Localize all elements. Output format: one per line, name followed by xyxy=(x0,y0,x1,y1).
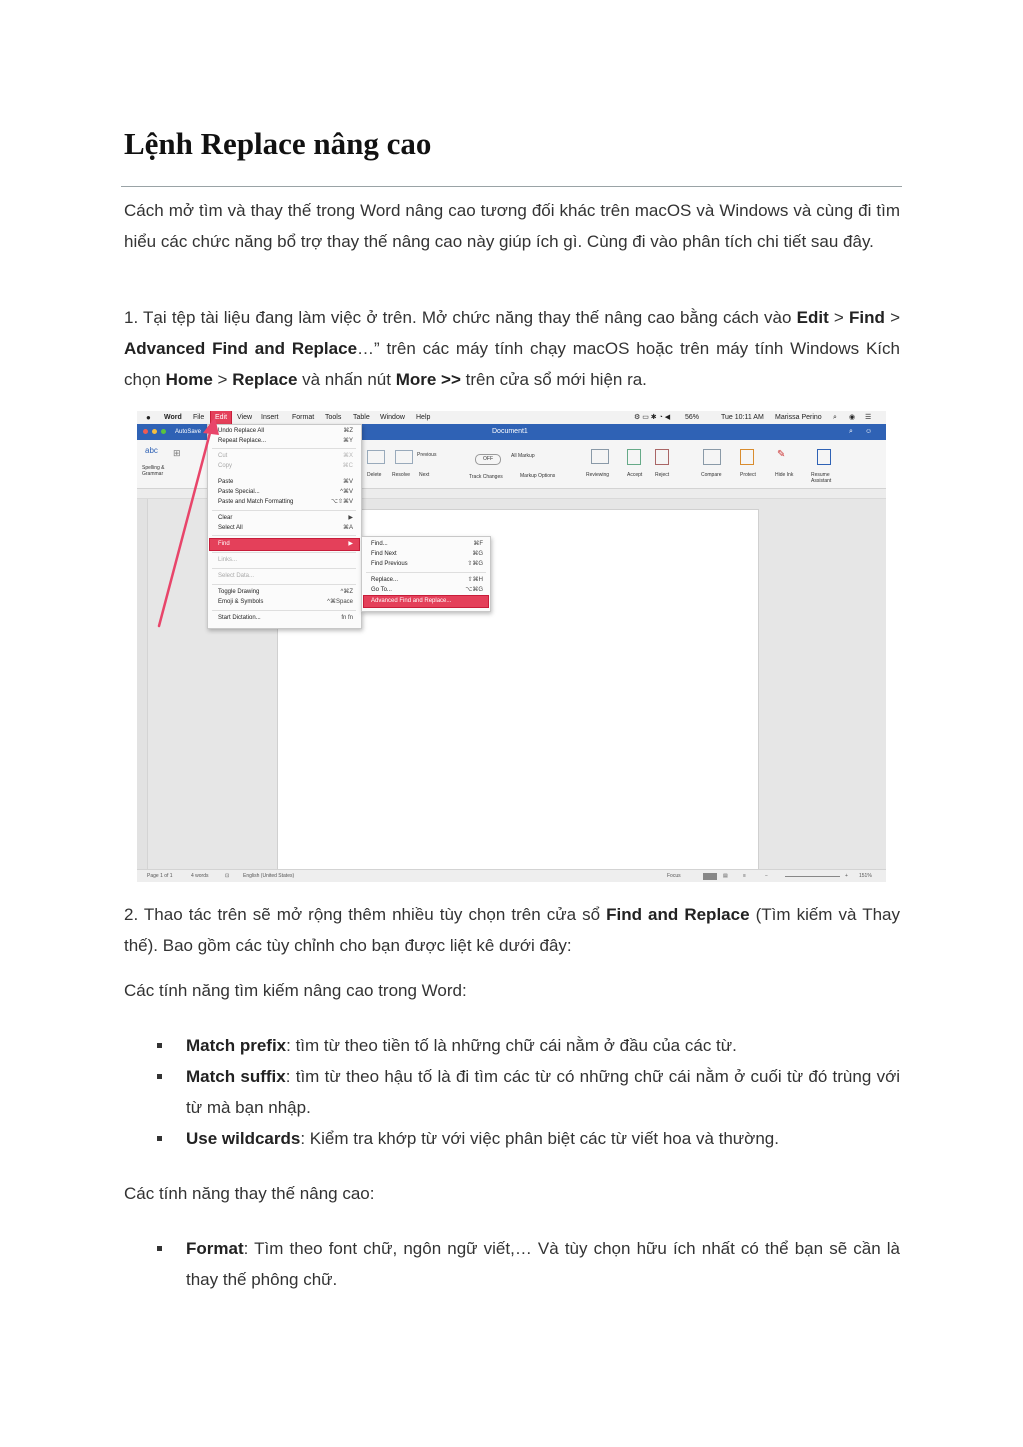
account-icon[interactable]: ☺ xyxy=(865,428,873,435)
search-icon[interactable]: ⌕ xyxy=(849,428,853,435)
annotation-arrow xyxy=(137,411,886,882)
resolve-label[interactable]: Resolve xyxy=(392,472,411,478)
step1-edit: Edit xyxy=(796,308,829,327)
menu-item-copy[interactable]: Copy ⌘C xyxy=(218,463,353,469)
submenu-item-go-to[interactable]: Go To... ⌥⌘G xyxy=(371,587,483,593)
step1-and-click: và nhấn nút xyxy=(297,370,396,389)
status-icons: ⚙ ▭ ✱ ◔ ◀ xyxy=(634,414,671,421)
step1-sep2: > xyxy=(884,308,901,327)
step1-tail: trên cửa sổ mới hiện ra. xyxy=(460,370,647,389)
list-item: Match prefix: tìm từ theo tiền tố là những chữ cái nằm ở đầu của các từ. xyxy=(124,1030,900,1061)
resume-assistant-label[interactable]: Resume Assistant xyxy=(811,472,832,484)
hide-ink-icon[interactable]: ✎ xyxy=(777,449,786,460)
submenu-item-find[interactable]: Find... ⌘F xyxy=(371,541,483,547)
step2-paragraph xyxy=(124,899,900,961)
zoom-level[interactable]: 151% xyxy=(859,873,872,879)
menubar-item-tools[interactable]: Tools xyxy=(325,414,342,421)
proofing-icon[interactable]: ⊡ xyxy=(225,873,230,879)
menubar-item-table[interactable]: Table xyxy=(353,414,370,421)
menubar-app-name[interactable]: Word xyxy=(164,414,182,421)
menubar-user[interactable]: Marissa Perino xyxy=(775,414,822,421)
previous-label[interactable]: Previous xyxy=(417,452,437,458)
zoom-in-icon[interactable]: + xyxy=(845,873,848,879)
menu-item-cut[interactable]: Cut ⌘X xyxy=(218,453,353,459)
web-layout-icon[interactable]: ▤ xyxy=(723,873,728,879)
markup-options-label[interactable]: Markup Options xyxy=(520,473,556,479)
siri-icon[interactable]: ◉ xyxy=(849,414,856,421)
page-count[interactable]: Page 1 of 1 xyxy=(147,873,173,879)
battery-label: 56% xyxy=(685,414,700,421)
step1-find: Find xyxy=(849,308,885,327)
menubar-item-edit[interactable]: Edit xyxy=(211,411,231,424)
spelling-label[interactable]: Spelling & Grammar xyxy=(142,465,165,477)
submenu-item-advanced-find-replace[interactable]: Advanced Find and Replace... xyxy=(371,598,452,604)
menu-item-dictation[interactable]: Start Dictation... fn fn xyxy=(218,615,353,621)
replace-heading: Các tính năng thay thế nâng cao: xyxy=(124,1184,375,1203)
menubar-item-window[interactable]: Window xyxy=(380,414,405,421)
menu-item-paste-special[interactable]: Paste Special... ^⌘V xyxy=(218,489,353,495)
menu-item-links[interactable]: Links... xyxy=(218,557,238,563)
menu-item-select-data[interactable]: Select Data... xyxy=(218,573,255,579)
reject-label[interactable]: Reject xyxy=(655,472,670,478)
protect-label[interactable]: Protect xyxy=(740,472,756,478)
list-item: Use wildcards: Kiểm tra khớp từ với việc phân biệt các từ viết hoa và thường. xyxy=(124,1123,900,1154)
autosave-label[interactable]: AutoSave xyxy=(175,429,202,435)
step2-tail: (Tìm kiếm và Thay thế). Bao gồm các tùy chỉnh cho bạn được liệt kê dưới đây: xyxy=(124,905,901,955)
menu-item-repeat[interactable]: Repeat Replace... ⌘Y xyxy=(218,438,353,444)
track-changes-toggle[interactable]: OFF xyxy=(475,454,501,465)
hide-ink-label[interactable]: Hide Ink xyxy=(775,472,794,478)
replace-features-list xyxy=(124,1233,900,1295)
menu-item-paste-match[interactable]: Paste and Match Formatting ⌥⇧⌘V xyxy=(218,499,353,505)
list-item: Match suffix: tìm từ theo hậu tố là đi tìm các từ có những chữ cái nằm ở cuối từ đó trùng với từ mà bạn nhập. xyxy=(124,1061,900,1123)
notification-icon[interactable]: ☰ xyxy=(865,414,872,421)
track-changes-label[interactable]: Track Changes xyxy=(469,474,503,480)
all-markup-select[interactable]: All Markup xyxy=(511,453,535,459)
menubar-item-format[interactable]: Format xyxy=(292,414,315,421)
step1-more: More >> xyxy=(395,370,461,389)
submenu-item-replace[interactable]: Replace... ⇧⌘H xyxy=(371,577,483,583)
step1-sep3: > xyxy=(212,370,233,389)
step1-mid: …” trên các máy tính chạy macOS hoặc trên máy tính Windows Kích chọn xyxy=(124,339,900,389)
apple-icon[interactable]: ● xyxy=(146,413,151,422)
word-screenshot xyxy=(137,411,886,882)
menu-item-undo[interactable]: Undo Replace All ⌘Z xyxy=(218,428,353,434)
outline-icon[interactable]: ≡ xyxy=(743,873,746,879)
language-label[interactable]: English (United States) xyxy=(243,873,295,879)
step1-sep1: > xyxy=(828,308,850,327)
menu-item-toggle-drawing[interactable]: Toggle Drawing ^⌘Z xyxy=(218,589,353,595)
title-divider xyxy=(121,186,902,187)
step1-replace: Replace xyxy=(232,370,298,389)
step1-advanced: Advanced Find and Replace xyxy=(124,339,358,358)
compare-label[interactable]: Compare xyxy=(701,472,722,478)
menu-item-find[interactable]: Find ▶ xyxy=(218,541,353,547)
menu-item-paste[interactable]: Paste ⌘V xyxy=(218,479,353,485)
page-title: Lệnh Replace nâng cao xyxy=(124,126,432,161)
menu-item-select-all[interactable]: Select All ⌘A xyxy=(218,525,353,531)
next-label[interactable]: Next xyxy=(419,472,430,478)
menubar-item-insert[interactable]: Insert xyxy=(261,414,279,421)
spelling-icon[interactable]: abc xyxy=(145,446,158,455)
focus-label[interactable]: Focus xyxy=(667,873,681,879)
submenu-item-find-previous[interactable]: Find Previous ⇧⌘G xyxy=(371,561,483,567)
step2-lead: 2. Thao tác trên sẽ mở rộng thêm nhiều tùy chọn trên cửa sổ xyxy=(124,905,607,924)
step1-paragraph xyxy=(124,302,900,395)
word-count[interactable]: 4 words xyxy=(191,873,209,879)
accept-label[interactable]: Accept xyxy=(627,472,643,478)
search-features-list xyxy=(124,1030,900,1154)
delete-label[interactable]: Delete xyxy=(367,472,382,478)
reviewing-label[interactable]: Reviewing xyxy=(586,472,610,478)
menubar-item-file[interactable]: File xyxy=(193,414,205,421)
window-title: Document1 xyxy=(492,428,528,435)
menubar-item-view[interactable]: View xyxy=(237,414,253,421)
menubar-item-help[interactable]: Help xyxy=(416,414,431,421)
spotlight-icon[interactable]: ⌕ xyxy=(833,414,837,421)
step1-home: Home xyxy=(165,370,213,389)
submenu-item-find-next[interactable]: Find Next ⌘G xyxy=(371,551,483,557)
menubar-clock: Tue 10:11 AM xyxy=(721,414,764,421)
step2-bold: Find and Replace xyxy=(606,905,750,924)
menu-item-emoji[interactable]: Emoji & Symbols ^⌘Space xyxy=(218,599,353,605)
menu-item-clear[interactable]: Clear ▶ xyxy=(218,515,353,521)
list-item: Format: Tìm theo font chữ, ngôn ngữ viết,… Và tùy chọn hữu ích nhất có thể bạn sẽ cần là thay thế phông chữ. xyxy=(124,1233,900,1295)
zoom-out-icon[interactable]: − xyxy=(765,873,768,879)
word-count-icon[interactable]: ⊞ xyxy=(173,448,181,458)
search-heading: Các tính năng tìm kiếm nâng cao trong Word: xyxy=(124,981,467,1000)
intro-paragraph: Cách mở tìm và thay thế trong Word nâng cao tương đối khác trên macOS và Windows và cùng đi tìm hiểu các chức năng bổ trợ thay thế nâng cao này giúp ích gì. Cùng đi vào phân tích chi tiết sau đây. xyxy=(124,201,900,251)
step1-lead: 1. Tại tệp tài liệu đang làm việc ở trên. Mở chức năng thay thế nâng cao bằng cách vào xyxy=(124,308,797,327)
